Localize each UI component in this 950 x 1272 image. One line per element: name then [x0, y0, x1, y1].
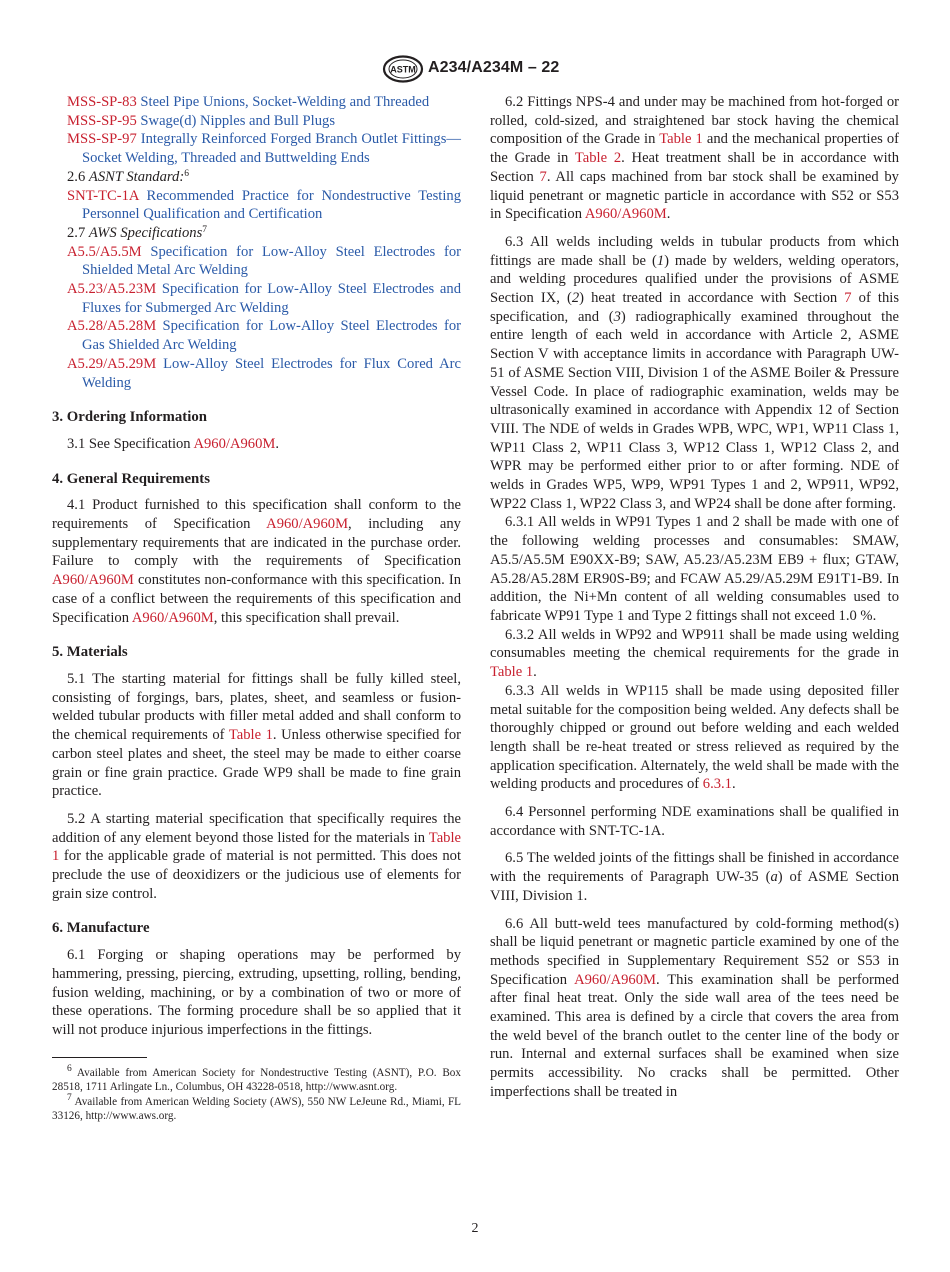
subsection-2-7	[52, 224, 461, 243]
section-heading-general-requirements: 4. General Requirements	[52, 470, 210, 487]
paragraph-5-1	[52, 670, 461, 801]
spec-link[interactable]: A960/A960M	[131, 609, 214, 626]
text-run: . Heat treatment shall be in accordance with Section	[490, 150, 899, 185]
text-run: .	[533, 664, 537, 681]
text-run: ) heat treated in accordance with Section	[579, 290, 845, 307]
text-run: ) made by welders, welding operators, and welding procedures qualified under the provisions of ASME Section IX, (	[490, 252, 899, 307]
text-run: .	[666, 206, 671, 223]
text-run: . Unless otherwise specified for carbon steel plates and sheet, the steel may be made to either coarse grain or fine grain practice. Grade WP9 shall be made to fine grain practice.	[52, 727, 461, 800]
spec-link[interactable]: A960/A960M	[193, 435, 276, 452]
reference-item	[52, 112, 461, 131]
reference-title-link[interactable]: Recommended Practice for Nondestructive Testing Personnel Qualification and Certification	[82, 187, 461, 223]
text-run: ) radiographically examined throughout the entire length of each weld in accordance with Article 2, ASME Section V with acceptance limits in accordance with Paragraph UW-51 of ASME Section VIII, Division 1 of the ASME Boiler & Pressure Vessel Code. In place of radiographic examination, welds may be ultrasonically examined in accordance with Appendix 12 of Section VIII. The NDE of welds in Grades WPB, WPC, WP1, WP11 Class 1, WP11 Class 2, WP11 Class 3, WP12 Class 1, WP12 Class 2, and WPR may be performed either prior to or after forming. NDE of welds in Grades WP5, WP9, WP91 Types 1 and 2, WP911, WP92, WP22 Class 1, WP22 Class 3, and WP24 shall be done after forming.	[490, 308, 899, 512]
reference-title-link[interactable]: Steel Pipe Unions, Socket-Welding and Threaded	[140, 94, 430, 110]
footnote-6	[52, 1063, 461, 1095]
text-run: 4.1 Product furnished to this specification shall conform to the requirements of Specification	[52, 497, 461, 533]
reference-item	[52, 93, 461, 112]
text-run: for the applicable grade of material is not permitted. This does not preclude the use of deoxidizers or the judicious use of elements for grain size control.	[52, 848, 461, 902]
reference-title-link[interactable]: Specification for Low-Alloy Steel Electrodes for Shielded Metal Arc Welding	[82, 243, 461, 279]
paragraph-6-3-1: 6.3.1 All welds in WP91 Types 1 and 2 shall be made with one of the following welding processes and consumables: SMAW, A5.5/A5.5M E90XX-B9; SAW, A5.23/A5.23M EB9 + flux; GTAW, A5.28/A5.28M ER90S-B9; and FCAW A5.29/A5.29M E91T1-B9. In addition, the Ni+Mn content of all welding consumables used to fabricate WP91 Type 1 and Type 2 fittings shall not exceed 1.0 %.	[490, 514, 899, 624]
reference-code-link[interactable]: MSS-SP-83	[67, 94, 137, 110]
footnote-7	[52, 1092, 461, 1124]
reference-code-link[interactable]: MSS-SP-95	[67, 112, 137, 129]
asnt-reference-list	[52, 187, 461, 224]
text-run: and the mechanical properties of the Grade in	[490, 131, 899, 167]
reference-code-link[interactable]: SNT-TC-1A	[67, 187, 139, 204]
page-number: 2	[471, 1221, 479, 1236]
mss-reference-list	[52, 93, 461, 168]
reference-item	[52, 317, 461, 354]
footnote-text: Available from American Welding Society (AWS), 550 NW LeJeune Rd., Miami, FL 33126, http://www.aws.org.	[52, 1095, 461, 1123]
footnote-text: Available from American Society for Nondestructive Testing (ASNT), P.O. Box 28518, 1711 Arlingate Ln., Columbus, OH 43228-0518, http://www.asnt.org.	[52, 1066, 461, 1094]
reference-item	[52, 355, 461, 392]
text-run: 3	[613, 308, 621, 325]
reference-code-link[interactable]: MSS-SP-97	[67, 131, 137, 148]
text-run: constitutes non-conformance with this specification. In case of a conflict between the requirements of this specification and Specification	[52, 572, 461, 626]
text-run: 6.3.3 All welds in WP115 shall be made using deposited filler metal suitable for the composition being welded. Any defects shall be thoroughly chipped or ground out before welding and each welded length shall be re-heat treated or stress relieved as required by the application specification. Alternately, the weld shall be made with the welding products and procedures of	[490, 682, 899, 793]
spec-link[interactable]: A960/A960M	[266, 516, 349, 533]
paragraph-6-3-2	[490, 626, 899, 682]
text-run: .	[275, 435, 279, 452]
section-heading-manufacture: 6. Manufacture	[52, 920, 150, 937]
text-run: 6.5 The welded joints of the fittings shall be finished in accordance with the requirements of Paragraph UW-35 (	[490, 850, 899, 886]
footnote-mark[interactable]: 6	[184, 168, 189, 179]
subsection-2-6	[52, 168, 461, 187]
logo-text: ASTM	[390, 64, 416, 75]
text-run: 6.3.2 All welds in WP92 and WP911 shall be made using welding consumables meeting the chemical requirements for the grade in	[490, 626, 899, 662]
reference-item	[52, 130, 461, 167]
reference-item	[52, 187, 461, 224]
paragraph-5-2	[52, 810, 461, 904]
paragraph-6-3	[490, 233, 899, 514]
paragraph-6-1: 6.1 Forging or shaping operations may be performed by hammering, pressing, piercing, extruding, upsetting, rolling, bending, fusion welding, machining, or by a combination of two or more of these operations. The forming procedure shall be so applied that it will not produce injurious imperfections in the fittings.	[52, 947, 461, 1038]
section-link[interactable]: 7	[539, 168, 547, 185]
text-run: of this specification, and (	[490, 290, 900, 325]
reference-code-link[interactable]: A5.29/A5.29M	[67, 355, 157, 372]
reference-code-link[interactable]: A5.23/A5.23M	[67, 281, 157, 298]
section-link[interactable]: 7	[844, 290, 852, 307]
text-run: a	[770, 869, 778, 886]
subsection-number: 2.7	[67, 224, 86, 241]
text-run: 6.3 All welds including welds in tubular products from which fittings are made shall be (	[490, 233, 899, 269]
text-run: , including any supplementary requirements that are indicated in the purchase order. Failure to comply with the requirements of Specification	[52, 516, 461, 570]
reference-code-link[interactable]: A5.5/A5.5M	[67, 243, 142, 260]
spec-link[interactable]: A960/A960M	[574, 971, 656, 988]
astm-logo-icon	[382, 55, 424, 83]
right-column	[490, 93, 899, 1102]
spec-link[interactable]: A960/A960M	[584, 206, 667, 223]
reference-title-link[interactable]: Low-Alloy Steel Electrodes for Flux Cored Arc Welding	[82, 355, 461, 391]
text-run: 3.1 See Specification	[67, 435, 194, 452]
text-run: .	[731, 776, 736, 793]
paragraph-6-6	[490, 915, 899, 1102]
reference-title-link[interactable]: Specification for Low-Alloy Steel Electrodes for Gas Shielded Arc Welding	[82, 318, 461, 354]
table-link[interactable]: Table 1	[659, 131, 703, 148]
left-column	[52, 93, 461, 1124]
aws-reference-list	[52, 243, 461, 393]
paragraph-6-2	[490, 93, 899, 224]
subsection-number: 2.6	[67, 168, 86, 185]
text-run: ) of ASME Section VIII, Division 1.	[490, 869, 900, 904]
paragraph-6-3-3	[490, 682, 899, 794]
reference-item	[52, 280, 461, 317]
table-link[interactable]: Table 2	[574, 150, 622, 167]
reference-item	[52, 243, 461, 280]
table-link[interactable]: Table 1	[52, 829, 461, 865]
table-link[interactable]: Table 1	[228, 727, 273, 744]
reference-code-link[interactable]: A5.28/A5.28M	[67, 318, 157, 335]
paragraph-6-4: 6.4 Personnel performing NDE examinations shall be qualified in accordance with SNT-TC-1A.	[490, 804, 899, 839]
text-run: 6.6 All butt-weld tees manufactured by cold-forming method(s) shall be liquid penetrant or magnetic particle examined by one of the methods specified in Supplementary Requirement S52 or S53 in Specification	[490, 915, 899, 988]
subsection-label: AWS Specifications	[88, 224, 203, 241]
reference-title-link[interactable]: Swage(d) Nipples and Bull Plugs	[140, 112, 335, 129]
spec-link[interactable]: A960/A960M	[52, 572, 134, 589]
table-link[interactable]: Table 1	[490, 664, 534, 681]
text-run: 5.1 The starting material for fittings shall be fully killed steel, consisting of forgings, bars, plates, sheet, and seamless or fusion-welded tubular products with filler metal added and shall conform to the chemical requirements of	[52, 670, 461, 744]
reference-title-link[interactable]: Specification for Low-Alloy Steel Electrodes and Fluxes for Submerged Arc Welding	[82, 281, 461, 316]
text-run: , this specification shall prevail.	[213, 609, 400, 626]
paragraph-3-1	[52, 435, 461, 454]
paragraph-6-5	[490, 849, 899, 905]
text-run: 2	[571, 290, 580, 307]
text-run: 5.2 A starting material specification that specifically requires the addition of any element beyond those listed for the materials in	[52, 810, 461, 846]
text-run: . All caps machined from bar stock shall be examined by liquid penetrant or magnetic particle in accordance with S52 or S53 in Specification	[490, 168, 899, 223]
page-header	[0, 58, 950, 82]
footnote-divider	[52, 1057, 147, 1058]
section-heading-materials: 5. Materials	[52, 644, 128, 661]
subsection-label: ASNT Standard:	[88, 168, 185, 185]
reference-title-link[interactable]: Integrally Reinforced Forged Branch Outlet Fittings—Socket Welding, Threaded and Buttwelding Ends	[82, 131, 461, 167]
paragraph-4-1	[52, 496, 461, 627]
footnote-mark: 7	[67, 1092, 72, 1103]
text-run: . This examination shall be performed after final heat treat. Only the side wall area of the tees need be examined. This area is defined by a circle that covers the area from the weld bevel of the branch outlet to the center line of the body or run. Internal and external surfaces shall be examined when size permits accessibility. No cracks shall be permitted. Other imperfections shall be treated in	[490, 971, 899, 1100]
paragraph-link[interactable]: 6.3.1	[702, 776, 732, 793]
document-code: A234/A234M – 22	[428, 59, 560, 76]
footnote-mark: 6	[67, 1063, 72, 1074]
text-run: 6.2 Fittings NPS-4 and under may be machined from hot-forged or rolled, cold-sized, and straightened bar stock having the chemical composition of the Grade in	[490, 94, 899, 148]
section-heading-ordering-information: 3. Ordering Information	[52, 409, 207, 426]
footnote-mark[interactable]: 7	[202, 224, 207, 235]
text-run: 1	[656, 252, 665, 269]
